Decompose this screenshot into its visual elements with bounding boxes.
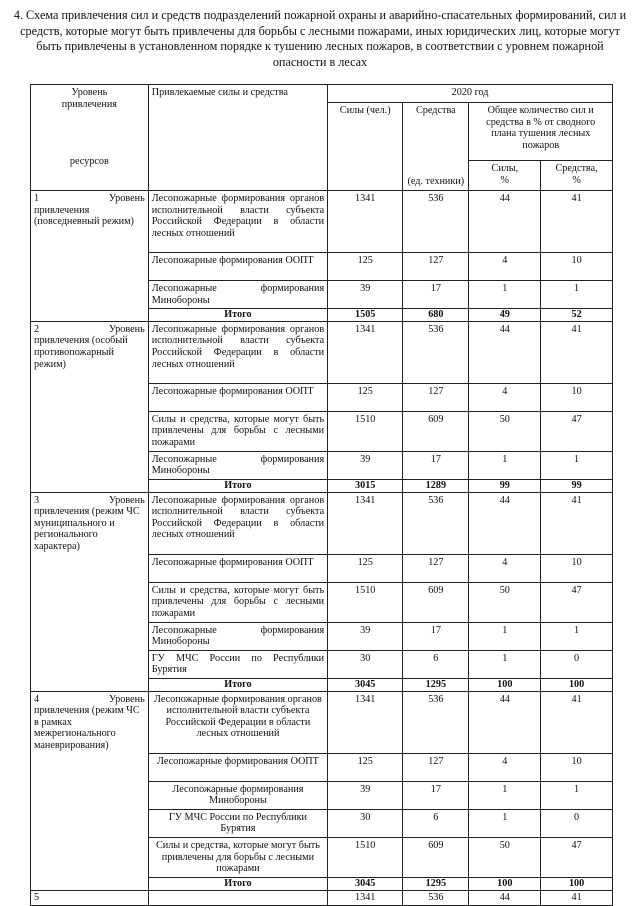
force-name: Лесопожарные формирования ООПТ bbox=[148, 554, 327, 582]
header-share-equipment bbox=[541, 161, 613, 191]
force-name: Лесопожарные формирования Минобороны bbox=[148, 622, 327, 650]
total-label: Итого bbox=[148, 479, 327, 492]
header-share: Общее количество сил и средства в % от сводного плана тушения лесных пожаров bbox=[469, 103, 613, 161]
share-forces-value: 4 bbox=[469, 753, 541, 781]
equipment-value: 609 bbox=[403, 582, 469, 622]
personnel-value: 1341 bbox=[328, 191, 403, 253]
header-share-equipment-pct: % bbox=[572, 174, 581, 186]
share-forces-value: 1 bbox=[469, 281, 541, 309]
share-equipment-value: 10 bbox=[541, 253, 613, 281]
resource-table bbox=[30, 84, 613, 906]
force-name: Лесопожарные формирования ООПТ bbox=[148, 383, 327, 411]
share-forces-value: 1 bbox=[469, 650, 541, 678]
total-share-forces: 49 bbox=[469, 309, 541, 322]
share-equipment-value: 1 bbox=[541, 451, 613, 479]
table-row bbox=[31, 492, 613, 554]
personnel-value: 1341 bbox=[328, 890, 403, 906]
share-equipment-value: 41 bbox=[541, 890, 613, 906]
level-number: 2 bbox=[34, 323, 40, 335]
total-share-equipment: 100 bbox=[541, 877, 613, 890]
level-number: 4 bbox=[34, 693, 40, 705]
force-name: Лесопожарные формирования органов исполнительной власти субъекта Российской Федерации в области лесных отношений bbox=[148, 321, 327, 383]
header-equipment-label: Средства bbox=[416, 105, 456, 116]
share-forces-value: 50 bbox=[469, 411, 541, 451]
share-equipment-value: 10 bbox=[541, 383, 613, 411]
level-number: 1 bbox=[34, 193, 40, 204]
header-personnel: Силы (чел.) bbox=[328, 103, 403, 191]
header-equipment-unit: (ед. техники) bbox=[407, 176, 465, 188]
table-row bbox=[31, 691, 613, 753]
force-name: ГУ МЧС России по Республики Бурятия bbox=[148, 650, 327, 678]
share-equipment-value: 41 bbox=[541, 691, 613, 753]
share-forces-value: 44 bbox=[469, 191, 541, 253]
equipment-value: 536 bbox=[403, 492, 469, 554]
share-equipment-value: 47 bbox=[541, 837, 613, 877]
force-name: Лесопожарные формирования ООПТ bbox=[148, 753, 327, 781]
personnel-value: 30 bbox=[328, 650, 403, 678]
share-forces-value: 1 bbox=[469, 781, 541, 809]
force-name: Лесопожарные формирования Минобороны bbox=[148, 451, 327, 479]
share-forces-value: 50 bbox=[469, 837, 541, 877]
header-row-1 bbox=[31, 85, 613, 103]
personnel-value: 1341 bbox=[328, 492, 403, 554]
share-forces-value: 44 bbox=[469, 492, 541, 554]
personnel-value: 39 bbox=[328, 622, 403, 650]
share-forces-value: 1 bbox=[469, 451, 541, 479]
total-label: Итого bbox=[148, 877, 327, 890]
level-description: привлечения (режим ЧС муниципального и регионального характера) bbox=[34, 506, 140, 552]
total-equipment: 680 bbox=[403, 309, 469, 322]
total-equipment: 1295 bbox=[403, 877, 469, 890]
equipment-value: 609 bbox=[403, 837, 469, 877]
equipment-value: 536 bbox=[403, 191, 469, 253]
share-forces-value: 4 bbox=[469, 383, 541, 411]
personnel-value: 1510 bbox=[328, 837, 403, 877]
level-head bbox=[34, 495, 145, 507]
total-share-forces: 100 bbox=[469, 678, 541, 691]
force-name: Силы и средства, которые могут быть привлечены для борьбы с лесными пожарами bbox=[148, 837, 327, 877]
personnel-value: 125 bbox=[328, 554, 403, 582]
force-name: Лесопожарные формирования органов исполнительной власти субъекта Российской Федерации в области лесных отношений bbox=[148, 492, 327, 554]
header-share-forces-label: Силы, bbox=[491, 163, 519, 174]
equipment-value: 609 bbox=[403, 411, 469, 451]
equipment-value: 17 bbox=[403, 281, 469, 309]
share-equipment-value: 10 bbox=[541, 753, 613, 781]
equipment-value: 536 bbox=[403, 321, 469, 383]
total-share-equipment: 52 bbox=[541, 309, 613, 322]
personnel-value: 39 bbox=[328, 281, 403, 309]
equipment-value: 17 bbox=[403, 781, 469, 809]
level-cell bbox=[31, 492, 149, 691]
level-cell bbox=[31, 691, 149, 890]
personnel-value: 1341 bbox=[328, 321, 403, 383]
share-equipment-value: 41 bbox=[541, 191, 613, 253]
header-level-top: Уровень привлечения bbox=[61, 87, 117, 110]
equipment-value: 17 bbox=[403, 451, 469, 479]
personnel-value: 125 bbox=[328, 753, 403, 781]
equipment-value: 536 bbox=[403, 890, 469, 906]
total-personnel: 3015 bbox=[328, 479, 403, 492]
equipment-value: 536 bbox=[403, 691, 469, 753]
level-word: Уровень bbox=[108, 494, 145, 506]
force-name bbox=[148, 890, 327, 906]
share-equipment-value: 1 bbox=[541, 781, 613, 809]
share-equipment-value: 1 bbox=[541, 622, 613, 650]
force-name: Лесопожарные формирования Минобороны bbox=[148, 781, 327, 809]
force-name: Лесопожарные формирования органов исполнительной власти субъекта Российской Федерации в области лесных отношений bbox=[148, 691, 327, 753]
table-row bbox=[31, 191, 613, 253]
share-forces-value: 50 bbox=[469, 582, 541, 622]
total-label: Итого bbox=[148, 309, 327, 322]
personnel-value: 125 bbox=[328, 253, 403, 281]
equipment-value: 127 bbox=[403, 253, 469, 281]
share-forces-value: 4 bbox=[469, 253, 541, 281]
header-level-bottom: ресурсов bbox=[69, 156, 109, 168]
total-equipment: 1295 bbox=[403, 678, 469, 691]
total-personnel: 3045 bbox=[328, 678, 403, 691]
header-share-forces bbox=[469, 161, 541, 191]
share-equipment-value: 47 bbox=[541, 582, 613, 622]
share-forces-value: 44 bbox=[469, 890, 541, 906]
header-year: 2020 год bbox=[328, 85, 613, 103]
share-equipment-value: 0 bbox=[541, 809, 613, 837]
force-name: Лесопожарные формирования ООПТ bbox=[148, 253, 327, 281]
total-share-forces: 100 bbox=[469, 877, 541, 890]
share-forces-value: 4 bbox=[469, 554, 541, 582]
personnel-value: 30 bbox=[328, 809, 403, 837]
level-number: 5 bbox=[31, 890, 149, 906]
level-description: привлечения (особый противопожарный режим) bbox=[34, 335, 128, 370]
share-forces-value: 44 bbox=[469, 321, 541, 383]
share-equipment-value: 1 bbox=[541, 281, 613, 309]
force-name: Лесопожарные формирования Минобороны bbox=[148, 281, 327, 309]
total-share-forces: 99 bbox=[469, 479, 541, 492]
share-equipment-value: 41 bbox=[541, 321, 613, 383]
level-description: привлечения (режим ЧС в рамках межрегионального маневрирования) bbox=[34, 705, 140, 751]
personnel-value: 1510 bbox=[328, 411, 403, 451]
personnel-value: 1510 bbox=[328, 582, 403, 622]
level-head bbox=[34, 324, 145, 336]
force-name: Силы и средства, которые могут быть привлечены для борьбы с лесными пожарами bbox=[148, 411, 327, 451]
share-equipment-value: 10 bbox=[541, 554, 613, 582]
force-name: ГУ МЧС России по Республики Бурятия bbox=[148, 809, 327, 837]
force-name: Силы и средства, которые могут быть привлечены для борьбы с лесными пожарами bbox=[148, 582, 327, 622]
table-row-cutoff bbox=[31, 890, 613, 906]
table-row bbox=[31, 321, 613, 383]
share-forces-value: 44 bbox=[469, 691, 541, 753]
share-equipment-value: 41 bbox=[541, 492, 613, 554]
personnel-value: 125 bbox=[328, 383, 403, 411]
header-share-equipment-label: Средства, bbox=[555, 163, 598, 174]
share-equipment-value: 47 bbox=[541, 411, 613, 451]
level-description: привлечения (повседневный режим) bbox=[34, 204, 134, 228]
total-personnel: 1505 bbox=[328, 309, 403, 322]
document-title: 4. Схема привлечения сил и средств подразделений пожарной охраны и аварийно-спасательных формирований, сил и средств, которые могут быть привлечены для борьбы с лесными пожарами, иных юридических лиц, которые могут быть привлечены в установленном порядке к тушению лесных пожаров, в соответствии с уровнем пожарной опасности в лесах bbox=[13, 8, 627, 69]
personnel-value: 39 bbox=[328, 781, 403, 809]
share-equipment-value: 0 bbox=[541, 650, 613, 678]
share-forces-value: 1 bbox=[469, 809, 541, 837]
level-word: Уровень bbox=[108, 193, 145, 204]
level-number: 3 bbox=[34, 494, 40, 506]
equipment-value: 127 bbox=[403, 383, 469, 411]
header-level bbox=[31, 85, 149, 191]
equipment-value: 6 bbox=[403, 809, 469, 837]
level-head bbox=[34, 694, 145, 706]
equipment-value: 127 bbox=[403, 753, 469, 781]
equipment-value: 127 bbox=[403, 554, 469, 582]
force-name: Лесопожарные формирования органов исполнительной власти субъекта Российской Федерации в области лесных отношений bbox=[148, 191, 327, 253]
total-personnel: 3045 bbox=[328, 877, 403, 890]
total-share-equipment: 99 bbox=[541, 479, 613, 492]
total-share-equipment: 100 bbox=[541, 678, 613, 691]
header-share-forces-pct: % bbox=[500, 174, 510, 186]
personnel-value: 1341 bbox=[328, 691, 403, 753]
level-cell bbox=[31, 191, 149, 322]
personnel-value: 39 bbox=[328, 451, 403, 479]
share-forces-value: 1 bbox=[469, 622, 541, 650]
header-equipment bbox=[403, 103, 469, 191]
header-forces: Привлекаемые силы и средства bbox=[148, 85, 327, 191]
level-word: Уровень bbox=[108, 693, 145, 705]
total-equipment: 1289 bbox=[403, 479, 469, 492]
total-label: Итого bbox=[148, 678, 327, 691]
level-head bbox=[34, 193, 145, 205]
level-cell bbox=[31, 321, 149, 492]
level-word: Уровень bbox=[108, 323, 145, 335]
equipment-value: 17 bbox=[403, 622, 469, 650]
equipment-value: 6 bbox=[403, 650, 469, 678]
